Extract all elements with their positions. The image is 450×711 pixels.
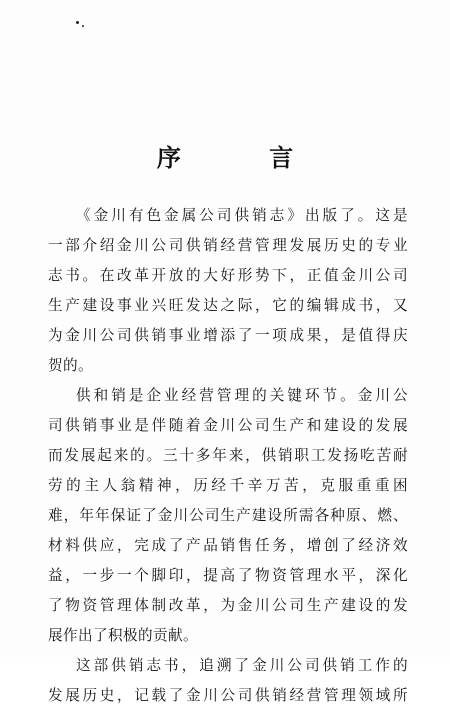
text-line: 贺的。 xyxy=(48,357,93,374)
text-line: 而发展起来的。三十多年来，供销职工发扬吃苦耐 xyxy=(48,447,408,464)
scan-speck xyxy=(82,25,84,27)
text-line: 《金川有色金属公司供销志》出版了。这是 xyxy=(76,207,408,224)
text-line: 难，年年保证了金川公司生产建设所需各种原、燃、 xyxy=(48,507,408,524)
text-line: 这部供销志书，追溯了金川公司供销工作的 xyxy=(76,657,408,674)
text-line: 展作出了积极的贡献。 xyxy=(48,627,198,644)
text-line: 了物资管理体制改革，为金川公司生产建设的发 xyxy=(48,597,408,614)
text-line: 为金川公司供销事业增添了一项成果，是值得庆 xyxy=(48,327,408,344)
text-line: 司供销事业是伴随着金川公司生产和建设的发展 xyxy=(48,417,408,434)
text-line: 发展历史，记载了金川公司供销经营管理领域所 xyxy=(48,687,408,704)
text-line: 志书。在改革开放的大好形势下，正值金川公司 xyxy=(48,267,408,284)
text-line: 一部介绍金川公司供销经营管理发展历史的专业 xyxy=(48,237,408,254)
text-line: 材料供应，完成了产品销售任务，增创了经济效 xyxy=(48,537,408,554)
text-line: 劳的主人翁精神，历经千辛万苦，克服重重困 xyxy=(48,477,408,494)
text-line: 生产建设事业兴旺发达之际，它的编辑成书，又 xyxy=(48,297,408,314)
body-text xyxy=(48,201,408,711)
scan-speck xyxy=(76,21,79,24)
text-line: 益，一步一个脚印，提高了物资管理水平，深化 xyxy=(48,567,408,584)
page-title: 序 言 xyxy=(156,144,334,172)
text-line: 供和销是企业经营管理的关键环节。金川公 xyxy=(76,387,408,404)
